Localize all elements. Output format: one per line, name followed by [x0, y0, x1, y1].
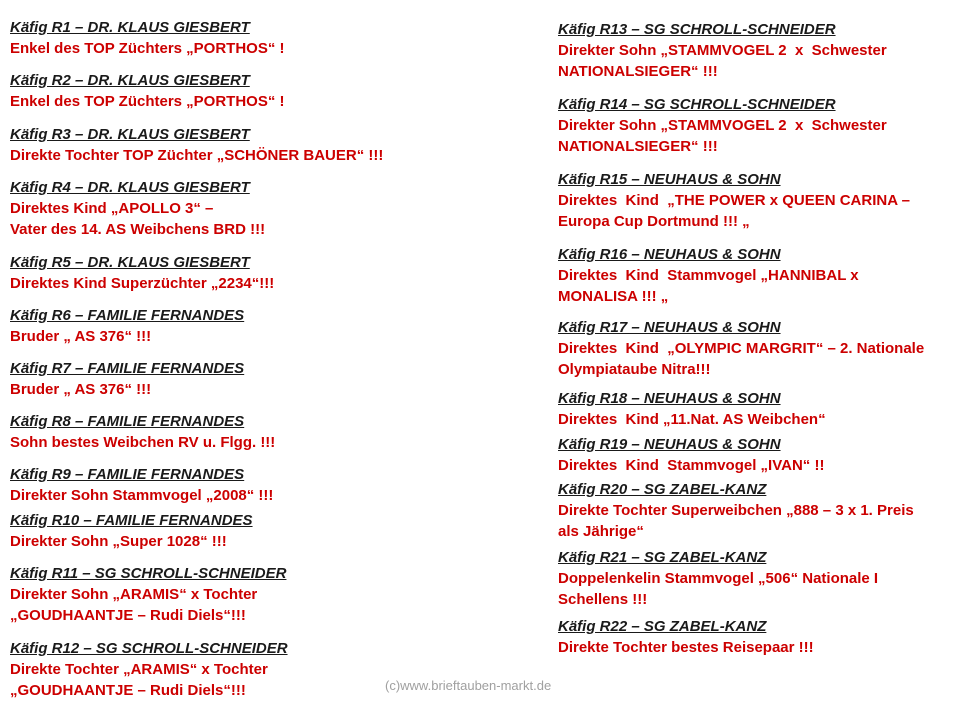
entry-r7: [10, 358, 530, 400]
entry-r1: [10, 17, 530, 59]
entry-title: Käfig R20 – SG ZABEL-KANZ: [558, 481, 767, 498]
entry-r14: [558, 94, 953, 157]
entry-desc: Doppelenkelin Stammvogel „506“ Nationale I Schellens !!!: [558, 570, 879, 608]
entry-r9: [10, 464, 530, 506]
entry-title: Käfig R2 – DR. KLAUS GIESBERT: [10, 72, 250, 89]
entry-r2: [10, 70, 530, 112]
entry-desc: Direkter Sohn Stammvogel „2008“ !!!: [10, 487, 274, 504]
entry-r3: [10, 124, 530, 166]
entry-title: Käfig R3 – DR. KLAUS GIESBERT: [10, 126, 250, 143]
entry-title: Käfig R8 – FAMILIE FERNANDES: [10, 413, 245, 430]
entry-desc: Sohn bestes Weibchen RV u. Flgg. !!!: [10, 434, 276, 451]
entry-title: Käfig R22 – SG ZABEL-KANZ: [558, 618, 767, 635]
entry-title: Käfig R16 – NEUHAUS & SOHN: [558, 246, 781, 263]
entry-title: Käfig R7 – FAMILIE FERNANDES: [10, 360, 245, 377]
entry-desc: Direktes Kind „11.Nat. AS Weibchen“: [558, 411, 826, 428]
entry-title: Käfig R6 – FAMILIE FERNANDES: [10, 307, 245, 324]
entry-desc: Direktes Kind „THE POWER x QUEEN CARINA – Europa Cup Dortmund !!! „: [558, 192, 911, 230]
entry-title: Käfig R15 – NEUHAUS & SOHN: [558, 171, 781, 188]
entry-title: Käfig R17 – NEUHAUS & SOHN: [558, 319, 781, 336]
entry-desc: Direktes Kind Stammvogel „IVAN“ !!: [558, 457, 825, 474]
entry-r17: [558, 317, 953, 380]
entry-desc: Direkte Tochter „ARAMIS“ x Tochter „GOUDHAANTJE – Rudi Diels“!!!: [10, 661, 268, 699]
entry-title: Käfig R21 – SG ZABEL-KANZ: [558, 549, 767, 566]
entry-desc: Bruder „ AS 376“ !!!: [10, 381, 152, 398]
entry-r22: [558, 616, 953, 658]
entry-r15: [558, 169, 953, 232]
entry-desc: Direkte Tochter bestes Reisepaar !!!: [558, 639, 814, 656]
entry-r21: [558, 547, 953, 610]
entry-title: Käfig R9 – FAMILIE FERNANDES: [10, 466, 245, 483]
entry-desc: Direkter Sohn „ARAMIS“ x Tochter „GOUDHAANTJE – Rudi Diels“!!!: [10, 586, 258, 624]
entry-desc: Direkter Sohn „STAMMVOGEL 2 x Schwester NATIONALSIEGER“ !!!: [558, 117, 887, 155]
entry-r13: [558, 19, 953, 82]
entry-r8: [10, 411, 530, 453]
entry-r16: [558, 244, 953, 307]
entry-desc: Direktes Kind Superzüchter „2234“!!!: [10, 275, 275, 292]
entry-r18: [558, 388, 953, 430]
entry-r20: [558, 479, 953, 542]
copyright-footer: (c)www.brieftauben-markt.de: [385, 678, 552, 693]
entry-title: Käfig R14 – SG SCHROLL-SCHNEIDER: [558, 96, 836, 113]
entry-title: Käfig R12 – SG SCHROLL-SCHNEIDER: [10, 640, 288, 657]
entry-desc: Enkel des TOP Züchters „PORTHOS“ !: [10, 40, 285, 57]
entry-desc: Direkter Sohn „STAMMVOGEL 2 x Schwester NATIONALSIEGER“ !!!: [558, 42, 887, 80]
entry-desc: Direkte Tochter Superweibchen „888 – 3 x 1. Preis als Jährige“: [558, 502, 914, 540]
entry-title: Käfig R11 – SG SCHROLL-SCHNEIDER: [10, 565, 287, 582]
entry-title: Käfig R1 – DR. KLAUS GIESBERT: [10, 19, 250, 36]
entry-title: Käfig R10 – FAMILIE FERNANDES: [10, 512, 253, 529]
entry-r4: [10, 177, 530, 240]
entry-title: Käfig R5 – DR. KLAUS GIESBERT: [10, 254, 250, 271]
entry-r5: [10, 252, 530, 294]
entry-desc: Direktes Kind „OLYMPIC MARGRIT“ – 2. Nationale Olympiataube Nitra!!!: [558, 340, 925, 378]
entry-title: Käfig R13 – SG SCHROLL-SCHNEIDER: [558, 21, 836, 38]
entry-r19: [558, 434, 953, 476]
entry-title: Käfig R19 – NEUHAUS & SOHN: [558, 436, 781, 453]
entry-r6: [10, 305, 530, 347]
entry-r10: [10, 510, 530, 552]
entry-desc: Enkel des TOP Züchters „PORTHOS“ !: [10, 93, 285, 110]
entry-desc: Direkte Tochter TOP Züchter „SCHÖNER BAUER“ !!!: [10, 147, 384, 164]
entry-desc: Bruder „ AS 376“ !!!: [10, 328, 152, 345]
entry-title: Käfig R4 – DR. KLAUS GIESBERT: [10, 179, 250, 196]
entry-desc: Direktes Kind Stammvogel „HANNIBAL x MONALISA !!! „: [558, 267, 859, 305]
entry-desc: Direkter Sohn „Super 1028“ !!!: [10, 533, 227, 550]
entry-desc: Direktes Kind „APOLLO 3“ – Vater des 14. AS Weibchens BRD !!!: [10, 200, 266, 238]
entry-title: Käfig R18 – NEUHAUS & SOHN: [558, 390, 781, 407]
entry-r11: [10, 563, 530, 626]
